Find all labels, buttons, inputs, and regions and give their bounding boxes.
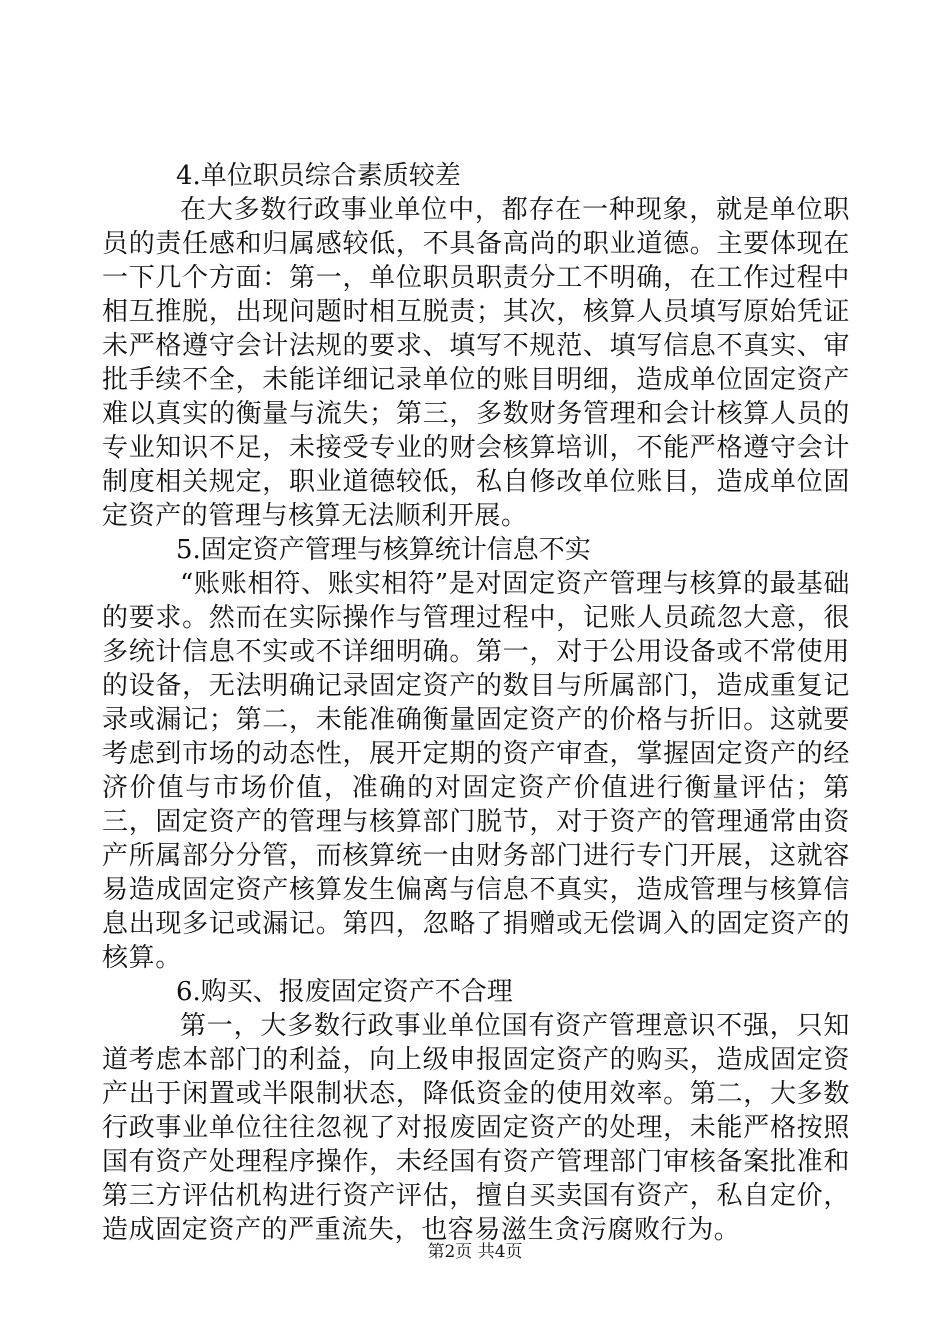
section-paragraph-6: 第一，大多数行政事业单位国有资产管理意识不强，只知道考虑本部门的利益，向上级申报固定资产的购买，造成固定资产出于闲置或半限制状态，降低资金的使用效率。第二，大多数行政事业单位往往忽视了对报废固定资产的处理，未能严格按照国有资产处理程序操作，未经国有资产管理部门审核备案批准和第三方评估机构进行资产评估，擅自买卖国有资产，私自定价，造成固定资产的严重流失，也容易滋生贪污腐败行为。	[102, 1011, 850, 1245]
section-heading-5: 5.固定资产管理与核算统计信息不实	[176, 535, 591, 565]
document-body	[102, 159, 850, 1247]
page-number-footer: 第2页 共4页	[427, 1242, 523, 1262]
section-paragraph-5: “账账相符、账实相符”是对固定资产管理与核算的最基础的要求。然而在实际操作与管理过程中，记账人员疏忽大意，很多统计信息不实或不详细明确。第一，对于公用设备或不常使用的设备，无法明确记录固定资产的数目与所属部门，造成重复记录或漏记；第二，未能准确衡量固定资产的价格与折旧。这就要考虑到市场的动态性，展开定期的资产审查，掌握固定资产的经济价值与市场价值，准确的对固定资产价值进行衡量评估；第三，固定资产的管理与核算部门脱节，对于资产的管理通常由资产所属部分分管，而核算统一由财务部门进行专门开展，这就容易造成固定资产核算发生偏离与信息不真实，造成管理与核算信息出现多记或漏记。第四，忽略了捐赠或无偿调入的固定资产的核算。	[102, 569, 850, 973]
section-heading-4: 4.单位职员综合素质较差	[176, 161, 461, 191]
section-paragraph-4: 在大多数行政事业单位中，都存在一种现象，就是单位职员的责任感和归属感较低，不具备高尚的职业道德。主要体现在一下几个方面：第一，单位职员职责分工不明确，在工作过程中相互推脱，出现问题时相互脱责；其次，核算人员填写原始凭证未严格遵守会计法规的要求、填写不规范、填写信息不真实、审批手续不全，未能详细记录单位的账目明细，造成单位固定资产难以真实的衡量与流失；第三，多数财务管理和会计核算人员的专业知识不足，未接受专业的财会核算培训，不能严格遵守会计制度相关规定，职业道德较低，私自修改单位账目，造成单位固定资产的管理与核算无法顺利开展。	[102, 195, 850, 531]
section-heading-6: 6.购买、报废固定资产不合理	[176, 977, 513, 1007]
